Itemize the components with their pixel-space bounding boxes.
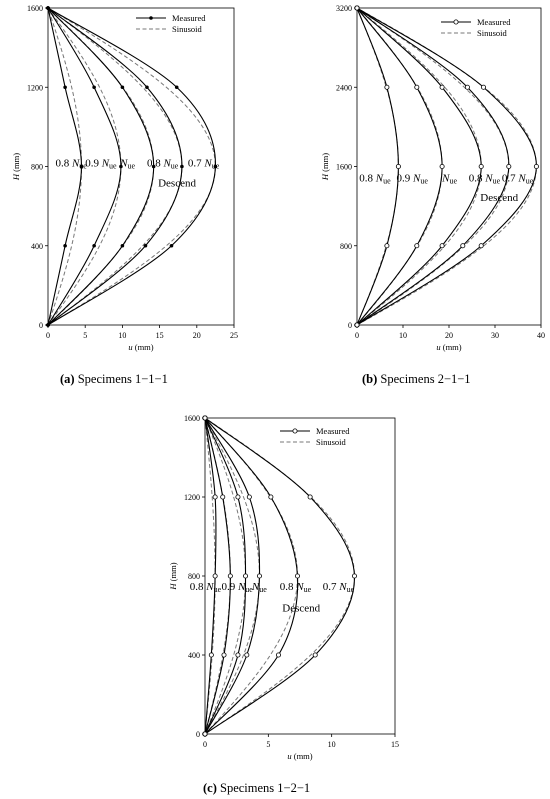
measured-curve-5	[205, 418, 298, 734]
measured-point	[385, 244, 389, 248]
load-label-1: 0.8 Nue	[55, 157, 87, 171]
descend-label: Descend	[282, 602, 321, 615]
load-label-4: 0.8 Nue	[279, 580, 312, 594]
y-axis-label: H (mm)	[11, 152, 21, 181]
legend-label: Sinusoid	[316, 437, 346, 447]
measured-point	[415, 244, 419, 248]
caption-a	[60, 372, 168, 387]
measured-point	[92, 244, 96, 248]
load-label-3: Nue	[251, 580, 267, 594]
measured-point	[170, 244, 174, 248]
measured-point	[465, 85, 469, 89]
y-tick-label: 1600	[27, 4, 43, 13]
caption-a-letter: (a)	[60, 372, 75, 386]
measured-point	[175, 85, 179, 89]
y-tick-label: 800	[188, 572, 200, 581]
x-tick-label: 10	[399, 331, 407, 340]
caption-b	[362, 372, 471, 387]
y-tick-label: 1600	[184, 414, 200, 423]
load-label-5: 0.7 Nue	[501, 172, 534, 186]
x-tick-label: 10	[327, 740, 336, 749]
x-tick-label: 0	[46, 331, 50, 340]
caption-c-letter: (c)	[203, 781, 217, 795]
legend-label: Sinusoid	[477, 28, 507, 38]
y-tick-label: 1600	[336, 162, 352, 172]
legend-label: Measured	[316, 426, 350, 436]
measured-point	[440, 244, 444, 248]
x-tick-label: 40	[537, 331, 545, 340]
measured-point	[228, 574, 232, 578]
measured-point	[180, 165, 184, 169]
legend-label: Sinusoid	[172, 24, 202, 34]
measured-point	[145, 85, 149, 89]
caption-c-text: Specimens 1−2−1	[216, 781, 311, 795]
legend-label: Measured	[172, 13, 206, 23]
measured-point	[236, 495, 240, 499]
measured-point	[257, 574, 261, 578]
measured-point	[247, 495, 251, 499]
x-tick-label: 0	[355, 331, 359, 340]
x-tick-label: 30	[491, 331, 499, 340]
chart-a	[11, 4, 238, 352]
legend-measured-marker	[454, 20, 458, 24]
measured-point	[63, 244, 67, 248]
measured-point	[440, 85, 444, 89]
measured-point	[415, 85, 419, 89]
caption-b-text: Specimens 2−1−1	[377, 372, 471, 386]
y-tick-label: 0	[348, 321, 352, 330]
load-label-3: Nue	[120, 157, 136, 171]
legend	[136, 13, 206, 34]
measured-point	[121, 85, 125, 89]
x-tick-label: 10	[118, 331, 127, 340]
measured-point	[385, 85, 389, 89]
measured-point	[507, 164, 511, 168]
measured-point	[236, 653, 240, 657]
load-label-2: 0.9 Nue	[85, 157, 117, 171]
plot-frame	[357, 8, 541, 325]
measured-point	[92, 85, 96, 89]
measured-point	[534, 164, 538, 168]
load-label-2: 0.9 Nue	[396, 172, 428, 186]
y-tick-label: 800	[340, 241, 352, 251]
measured-point	[269, 495, 273, 499]
x-axis-label: u (mm)	[436, 342, 462, 352]
measured-point	[352, 574, 356, 578]
load-label-5: 0.7 Nue	[187, 157, 220, 171]
measured-point	[308, 495, 312, 499]
measured-point	[121, 244, 125, 248]
y-tick-label: 3200	[336, 4, 352, 13]
measured-point	[355, 323, 359, 327]
measured-point	[213, 574, 217, 578]
x-tick-label: 5	[83, 331, 88, 340]
measured-point	[203, 416, 207, 420]
descend-label: Descend	[158, 177, 196, 190]
load-label-1: 0.8 Nue	[189, 580, 222, 594]
caption-a-text: Specimens 1−1−1	[74, 372, 168, 386]
legend	[280, 426, 350, 447]
load-label-1: 0.8 Nue	[359, 172, 391, 186]
x-tick-label: 15	[155, 331, 164, 340]
chart-b	[320, 4, 545, 352]
measured-point	[481, 85, 485, 89]
measured-point	[144, 244, 148, 248]
measured-curve-3	[205, 418, 246, 734]
measured-curve-6	[205, 418, 355, 734]
sinusoid-curve-5	[205, 418, 297, 734]
load-label-4: 0.8 Nue	[146, 157, 179, 171]
caption-c	[203, 781, 310, 796]
measured-point	[295, 574, 299, 578]
measured-curve-4	[357, 8, 509, 325]
load-label-5: 0.7 Nue	[322, 580, 355, 594]
sinusoid-curve-4	[357, 8, 509, 325]
sinusoid-curve-3	[205, 418, 246, 734]
legend-measured-marker	[293, 429, 297, 433]
sinusoid-curve-6	[205, 418, 354, 734]
measured-curve-1	[357, 8, 398, 325]
caption-b-letter: (b)	[362, 372, 378, 386]
load-label-2: 0.9 Nue	[221, 580, 253, 594]
measured-point	[63, 85, 67, 89]
y-axis-label: H (mm)	[168, 562, 178, 590]
y-tick-label: 2400	[336, 83, 352, 93]
load-label-3: Nue	[442, 172, 458, 186]
legend-label: Measured	[477, 17, 511, 27]
measured-point	[440, 164, 444, 168]
measured-point	[313, 653, 317, 657]
y-tick-label: 1200	[184, 493, 200, 502]
descend-label: Descend	[480, 192, 519, 205]
y-axis-label: H (mm)	[320, 152, 330, 181]
y-tick-label: 400	[188, 651, 200, 660]
measured-point	[461, 244, 465, 248]
x-tick-label: 20	[445, 331, 453, 340]
legend	[441, 17, 511, 38]
measured-point	[203, 732, 207, 736]
x-tick-label: 20	[192, 331, 201, 340]
x-axis-label: u (mm)	[287, 751, 313, 761]
x-tick-label: 0	[203, 740, 207, 749]
measured-point	[243, 574, 247, 578]
measured-point	[396, 164, 400, 168]
measured-point	[46, 323, 50, 327]
y-tick-label: 800	[31, 162, 43, 172]
measured-point	[245, 653, 249, 657]
measured-point	[213, 495, 217, 499]
legend-measured-marker	[149, 16, 153, 20]
measured-point	[46, 6, 50, 10]
y-tick-label: 0	[39, 321, 43, 330]
sinusoid-curve-1	[357, 8, 398, 325]
measured-point	[222, 653, 226, 657]
x-tick-label: 5	[266, 740, 271, 749]
y-tick-label: 400	[31, 241, 43, 251]
measured-point	[479, 244, 483, 248]
measured-point	[209, 653, 213, 657]
measured-point	[355, 6, 359, 10]
measured-point	[221, 495, 225, 499]
x-tick-label: 25	[230, 331, 238, 340]
measured-point	[276, 653, 280, 657]
x-tick-label: 15	[391, 740, 399, 749]
chart-c	[168, 414, 399, 761]
load-label-4: 0.8 Nue	[468, 172, 501, 186]
measured-point	[479, 164, 483, 168]
x-axis-label: u (mm)	[128, 342, 154, 352]
y-tick-label: 0	[196, 730, 200, 739]
y-tick-label: 1200	[27, 83, 43, 93]
